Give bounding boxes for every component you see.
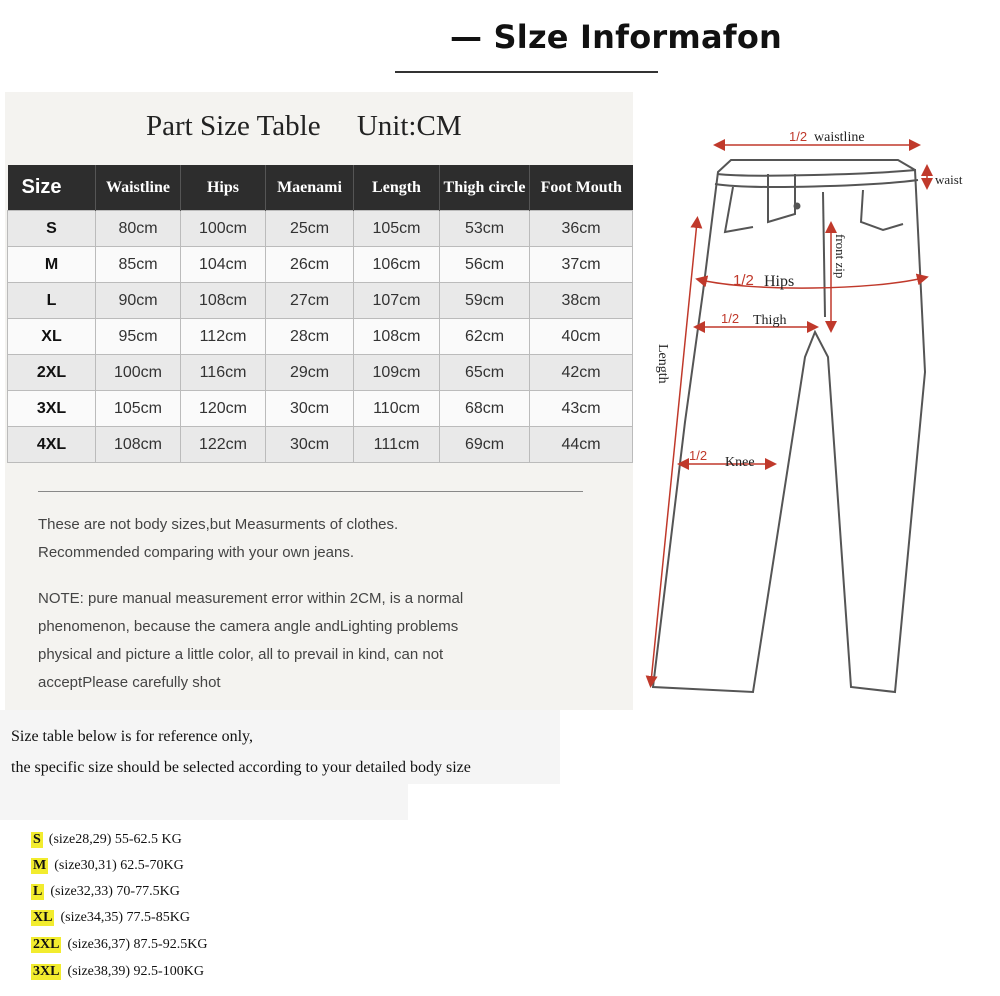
column-header: Length xyxy=(354,165,440,211)
table-cell: 27cm xyxy=(266,283,354,319)
table-row xyxy=(8,211,633,247)
table-cell: 43cm xyxy=(530,391,633,427)
title-underline xyxy=(395,71,658,73)
weight-item xyxy=(31,832,182,850)
table-cell: 109cm xyxy=(354,355,440,391)
table-cell: 26cm xyxy=(266,247,354,283)
table-cell: 4XL xyxy=(8,427,96,463)
column-header: Waistline xyxy=(96,165,181,211)
table-cell: 100cm xyxy=(181,211,266,247)
weight-range: (size38,39) 92.5-100KG xyxy=(67,964,204,979)
weight-range: (size30,31) 62.5-70KG xyxy=(54,858,184,873)
size-table xyxy=(7,165,633,463)
waist-label: waist xyxy=(935,172,963,187)
pants-measurement-diagram xyxy=(633,112,980,708)
thigh-label: Thigh xyxy=(753,313,787,328)
knee-label: Knee xyxy=(725,455,755,470)
table-cell: 38cm xyxy=(530,283,633,319)
column-header: Size xyxy=(8,165,96,211)
table-cell: 30cm xyxy=(266,427,354,463)
table-cell: 59cm xyxy=(440,283,530,319)
table-title: Part Size Table Unit:CM xyxy=(146,110,462,142)
reference-line: the specific size should be selected according to your detailed body size xyxy=(11,759,471,776)
thigh-half-label: 1/2 xyxy=(721,311,740,326)
table-cell: 28cm xyxy=(266,319,354,355)
table-cell: 108cm xyxy=(181,283,266,319)
reference-box-tail xyxy=(0,784,408,820)
table-cell: 80cm xyxy=(96,211,181,247)
table-cell: 69cm xyxy=(440,427,530,463)
weight-item xyxy=(31,884,180,902)
front-zip-label: front zip xyxy=(833,234,848,279)
waistline-half-label: 1/2 xyxy=(789,129,808,144)
weight-size-badge: 2XL xyxy=(33,937,60,952)
table-cell: 85cm xyxy=(96,247,181,283)
table-cell: 30cm xyxy=(266,391,354,427)
table-cell: 65cm xyxy=(440,355,530,391)
table-cell: 90cm xyxy=(96,283,181,319)
table-cell: 36cm xyxy=(530,211,633,247)
table-cell: 110cm xyxy=(354,391,440,427)
note-line: NOTE: pure manual measurement error within 2CM, is a normal xyxy=(38,590,464,607)
weight-range: (size34,35) 77.5-85KG xyxy=(60,910,190,925)
weight-range: (size36,37) 87.5-92.5KG xyxy=(67,937,208,952)
weight-item xyxy=(31,910,190,928)
table-cell: 56cm xyxy=(440,247,530,283)
table-cell: 116cm xyxy=(181,355,266,391)
knee-half-label: 1/2 xyxy=(689,448,708,463)
note-line: phenomenon, because the camera angle andLighting problems xyxy=(38,618,459,635)
table-cell: 2XL xyxy=(8,355,96,391)
table-cell: 25cm xyxy=(266,211,354,247)
table-cell: 68cm xyxy=(440,391,530,427)
table-cell: 42cm xyxy=(530,355,633,391)
pants-outline xyxy=(653,160,925,692)
hips-label: Hips xyxy=(764,273,795,290)
weight-range: (size32,33) 70-77.5KG xyxy=(50,884,180,899)
column-header: Maenami xyxy=(266,165,354,211)
table-cell: 108cm xyxy=(354,319,440,355)
table-cell: 37cm xyxy=(530,247,633,283)
table-row xyxy=(8,355,633,391)
table-cell: 107cm xyxy=(354,283,440,319)
hips-half-label: 1/2 xyxy=(733,272,754,289)
table-cell: 112cm xyxy=(181,319,266,355)
column-header: Foot Mouth xyxy=(530,165,633,211)
weight-item xyxy=(31,858,184,876)
note-line: These are not body sizes,but Measurments of clothes. xyxy=(38,516,399,533)
table-cell: 100cm xyxy=(96,355,181,391)
table-cell: 105cm xyxy=(354,211,440,247)
table-cell: 106cm xyxy=(354,247,440,283)
weight-size-badge: XL xyxy=(33,910,53,925)
note-line: acceptPlease carefully shot xyxy=(38,674,221,691)
column-header: Thigh circle xyxy=(440,165,530,211)
table-cell: 40cm xyxy=(530,319,633,355)
table-cell: 111cm xyxy=(354,427,440,463)
note-line: physical and picture a little color, all to prevail in kind, can not xyxy=(38,646,444,663)
table-cell: 95cm xyxy=(96,319,181,355)
weight-size-badge: M xyxy=(33,858,47,873)
table-header-row xyxy=(8,165,633,211)
table-row xyxy=(8,283,633,319)
weight-size-badge: S xyxy=(33,832,41,847)
length-label: Length xyxy=(655,344,670,384)
table-row xyxy=(8,427,633,463)
table-cell: L xyxy=(8,283,96,319)
table-cell: 62cm xyxy=(440,319,530,355)
table-cell: S xyxy=(8,211,96,247)
table-row xyxy=(8,319,633,355)
note-line: Recommended comparing with your own jeans. xyxy=(38,544,354,561)
table-cell: 53cm xyxy=(440,211,530,247)
table-cell: 108cm xyxy=(96,427,181,463)
page-title: — Slze Informafon xyxy=(450,18,783,56)
table-cell: M xyxy=(8,247,96,283)
table-cell: 122cm xyxy=(181,427,266,463)
weight-range: (size28,29) 55-62.5 KG xyxy=(48,832,182,847)
table-cell: 29cm xyxy=(266,355,354,391)
column-header: Hips xyxy=(181,165,266,211)
table-cell: 44cm xyxy=(530,427,633,463)
notes-divider xyxy=(38,491,583,492)
table-cell: 105cm xyxy=(96,391,181,427)
table-cell: 3XL xyxy=(8,391,96,427)
table-cell: 120cm xyxy=(181,391,266,427)
waistline-label: waistline xyxy=(814,130,865,145)
weight-size-badge: 3XL xyxy=(33,964,60,979)
weight-size-badge: L xyxy=(33,884,43,899)
table-cell: 104cm xyxy=(181,247,266,283)
weight-item xyxy=(31,937,207,955)
table-row xyxy=(8,247,633,283)
table-row xyxy=(8,391,633,427)
weight-item xyxy=(31,964,204,982)
reference-line: Size table below is for reference only, xyxy=(11,728,253,745)
table-cell: XL xyxy=(8,319,96,355)
